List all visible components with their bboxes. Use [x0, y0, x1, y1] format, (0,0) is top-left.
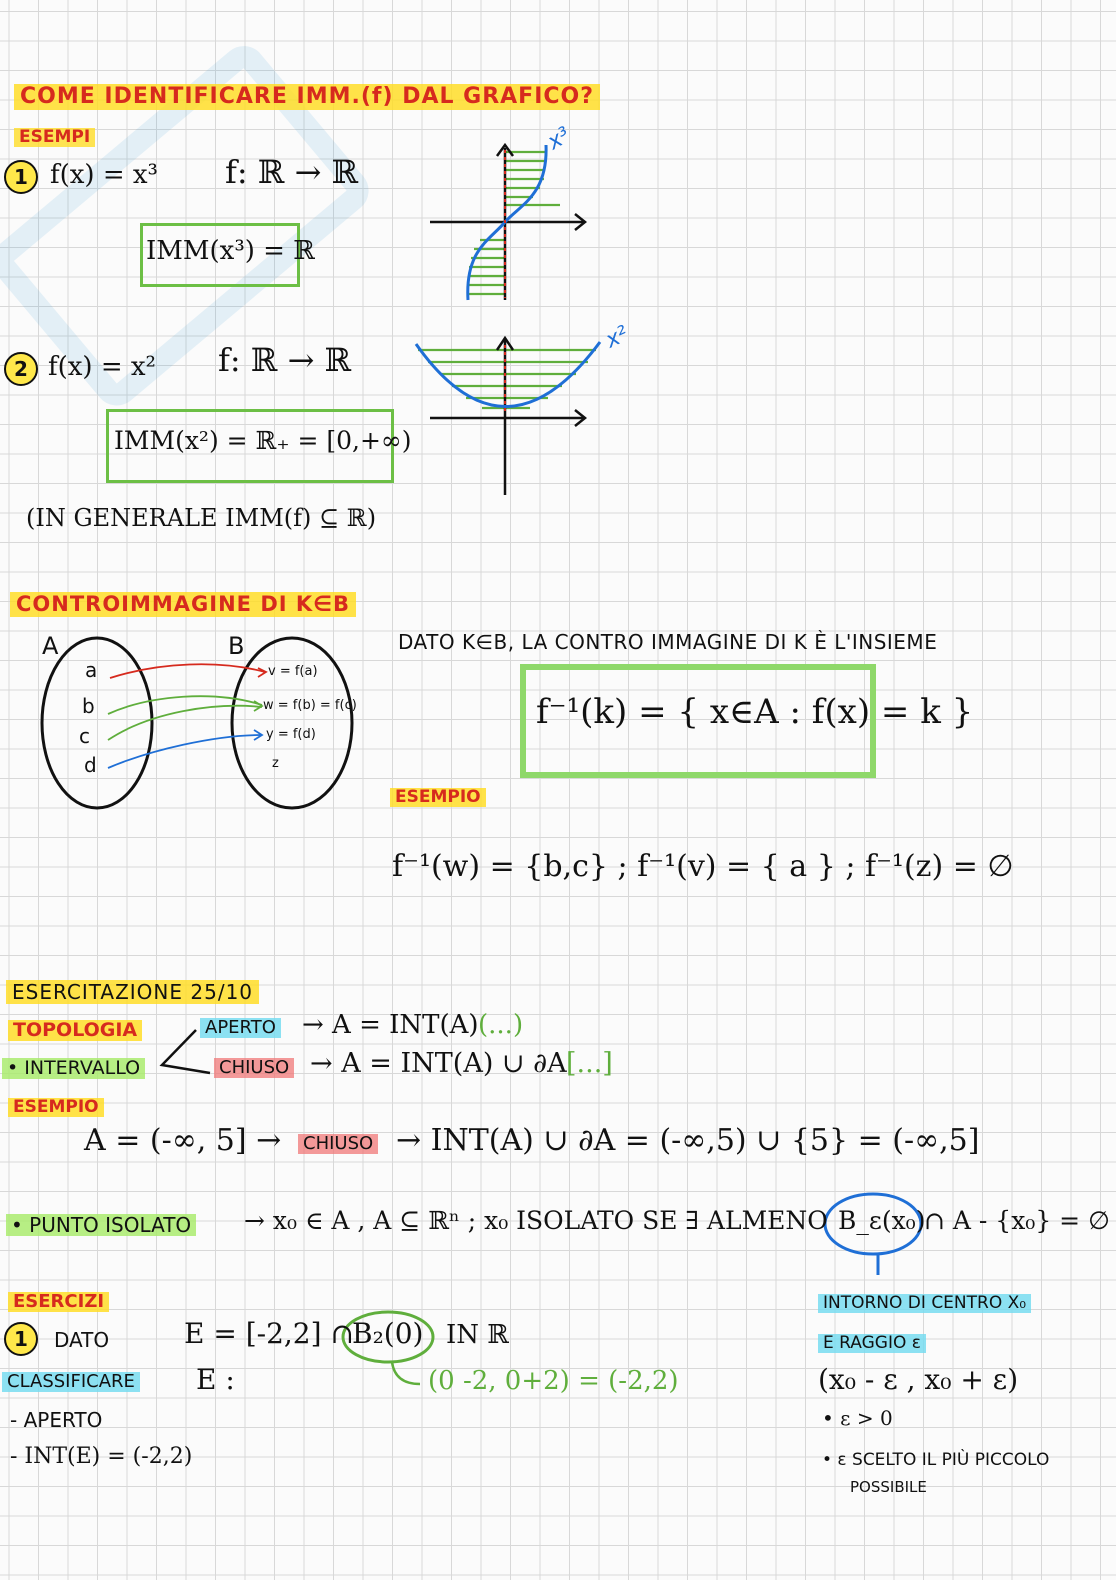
elem-b: b	[82, 694, 95, 718]
chiuso-label: CHIUSO	[214, 1058, 294, 1078]
exercise-calc: (0 -2, 0+2) = (-2,2)	[428, 1366, 679, 1396]
example-1-map: f: ℝ → ℝ	[225, 153, 359, 191]
esempio-label-1: ESEMPIO	[390, 788, 486, 807]
classificare-label: CLASSIFICARE	[2, 1372, 140, 1392]
ball-notation: B_ε(x₀)	[838, 1206, 926, 1235]
topologia-label: TOPOLOGIA	[8, 1020, 142, 1041]
punto-isolato-label: • PUNTO ISOLATO	[6, 1214, 196, 1236]
set-b-label: B	[228, 632, 245, 660]
controimmagine-definition: DATO K∈B, LA CONTRO IMMAGINE DI K È L'INSIEME	[398, 630, 938, 654]
classificare-e: E :	[196, 1363, 235, 1396]
example-2-number: 2	[4, 352, 38, 386]
elem-z: z	[272, 756, 279, 771]
controimmagine-formula: f⁻¹(k) = { x∈A : f(x) = k }	[536, 692, 974, 732]
punto-isolato-def: → x₀ ∈ A , A ⊆ ℝⁿ ; x₀ ISOLATO SE ∃ ALMENO	[244, 1206, 828, 1235]
cubic-graph-label: x³	[543, 122, 575, 156]
cond-eps-possibile: POSSIBILE	[850, 1478, 927, 1496]
esercizi-label: ESERCIZI	[8, 1292, 109, 1312]
section-title-immagine: COME IDENTIFICARE IMM.(f) DAL GRAFICO?	[14, 84, 600, 110]
aperto-bracket: (...)	[478, 1010, 524, 1040]
example-a-def: A = (-∞, 5] →	[84, 1123, 282, 1158]
example-1-function: f(x) = x³	[50, 160, 158, 190]
intervallo-label: • INTERVALLO	[2, 1058, 145, 1079]
controimmagine-example: f⁻¹(w) = {b,c} ; f⁻¹(v) = { a } ; f⁻¹(z) = ∅	[392, 849, 1014, 884]
exercise-in-r: IN ℝ	[446, 1320, 509, 1350]
set-a-label: A	[42, 632, 59, 660]
elem-v: v = f(a)	[268, 664, 318, 679]
dato-label: DATO	[54, 1328, 110, 1352]
punto-isolato-end: ∩ A - {x₀} = ∅	[924, 1206, 1110, 1235]
aperto-relation: → A = INT(A)	[302, 1010, 479, 1040]
elem-y: y = f(d)	[266, 727, 316, 742]
cond-eps-positive: • ε > 0	[822, 1406, 893, 1430]
example-closure: → INT(A) ∪ ∂A = (-∞,5) ∪ {5} = (-∞,5]	[396, 1123, 980, 1158]
chiuso-bracket: [...]	[566, 1048, 613, 1079]
answer-aperto: - APERTO	[10, 1408, 103, 1432]
example-1-number: 1	[4, 160, 38, 194]
general-note: (IN GENERALE IMM(f) ⊆ ℝ)	[26, 504, 377, 532]
section-title-esercitazione: ESERCITAZIONE 25/10	[6, 980, 259, 1004]
elem-a: a	[85, 658, 98, 682]
esempio-label-2: ESEMPIO	[8, 1098, 104, 1117]
example-2-function: f(x) = x²	[48, 352, 156, 382]
exercise-1-number: 1	[4, 1322, 38, 1356]
raggio-label: E RAGGIO ε	[818, 1334, 926, 1353]
intorno-interval: (x₀ - ε , x₀ + ε)	[818, 1363, 1019, 1396]
example-1-result: IMM(x³) = ℝ	[146, 236, 315, 266]
exercise-ball: B₂(0)	[352, 1317, 424, 1350]
elem-w: w = f(b) = f(c)	[263, 698, 357, 713]
elem-d: d	[84, 753, 97, 777]
section-title-controimmagine: CONTROIMMAGINE DI K∈B	[10, 592, 356, 617]
chiuso-relation: → A = INT(A) ∪ ∂A	[310, 1048, 567, 1079]
intorno-label: INTORNO DI CENTRO X₀	[818, 1294, 1031, 1313]
parabola-graph-label: x²	[601, 321, 633, 354]
example-2-map: f: ℝ → ℝ	[218, 341, 352, 379]
answer-int: - INT(E) = (-2,2)	[10, 1444, 193, 1469]
esempi-label: ESEMPI	[14, 128, 95, 147]
elem-c: c	[79, 724, 90, 748]
example-2-result: IMM(x²) = ℝ₊ = [0,+∞)	[114, 426, 412, 455]
aperto-label: APERTO	[200, 1018, 281, 1038]
exercise-set: E = [-2,2] ∩	[184, 1317, 354, 1350]
cond-eps-small: • ε SCELTO IL PIÙ PICCOLO	[822, 1450, 1050, 1470]
example-chiuso-label: CHIUSO	[298, 1134, 378, 1154]
